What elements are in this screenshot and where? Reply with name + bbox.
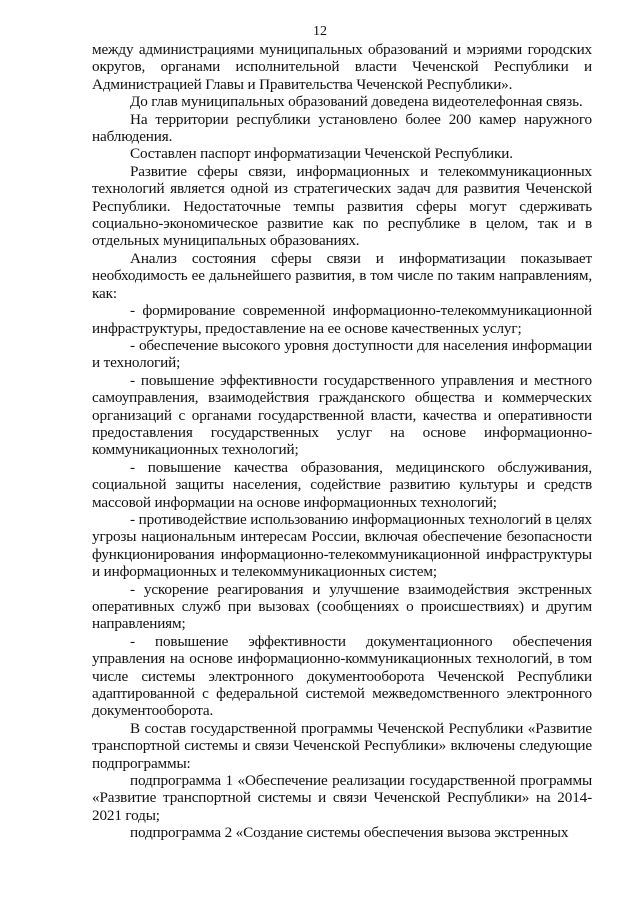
paragraph-subprogram-2: подпрограмма 2 «Создание системы обеспечения вызова экстренных xyxy=(130,824,569,842)
paragraph-development: Развитие сферы связи, информационных и телекоммуникационных технологий является одной из стратегических задач для развития Чеченской Республики. Недостаточные темпы развития сферы могут сдерживать социально-экономическое развитие как по республике в целом, так и в отдельных муниципальных образованиях. xyxy=(92,162,592,250)
document-body xyxy=(92,41,592,842)
paragraph-analysis: Анализ состояния сферы связи и информатизации показывает необходимость ее дальнейшего развития, в том числе по таким направлениям, как: xyxy=(92,249,592,302)
list-item-accessibility: - обеспечение высокого уровня доступности для населения информации и технологий; xyxy=(92,336,592,372)
list-item-emergency: - ускорение реагирования и улучшение взаимодействия экстренных оперативных служб при вызовах (сообщениях о происшествиях) и другим направлениям; xyxy=(92,580,592,633)
paragraph-program-composition: В состав государственной программы Чеченской Республики «Развитие транспортной системы и связи Чеченской Республики» включены следующие подпрограммы: xyxy=(92,719,592,772)
paragraph-continuation: между администрациями муниципальных образований и мэриями городских округов, органами исполнительной власти Чеченской Республики и Администрацией Главы и Правительства Чеченской Республики». xyxy=(92,41,592,93)
paragraph-cameras: На территории республики установлено более 200 камер наружного наблюдения. xyxy=(92,110,592,146)
list-item-infrastructure: - формирование современной информационно-телекоммуникационной инфраструктуры, предоставление на ее основе качественных услуг; xyxy=(92,302,592,337)
page-number: 12 xyxy=(313,24,327,39)
list-item-education: - повышение качества образования, медицинского обслуживания, социальной защиты населения, содействие развитию культуры и средств массовой информации на основе информационных технологий; xyxy=(92,458,592,511)
list-item-document-flow: - повышение эффективности документационного обеспечения управления на основе информационно-коммуникационных технологий, в том числе системы электронного документооборота Чеченской Республики адаптированной с федеральной системой межведомственного электронного документооборота. xyxy=(92,632,592,720)
list-item-security: - противодействие использованию информационных технологий в целях угрозы национальным интересам России, включая обеспечение безопасности функционирования информационно-телекоммуникационной инфраструктуры и информационных и телекоммуникационных систем; xyxy=(92,510,592,581)
paragraph-passport: Составлен паспорт информатизации Чеченской Республики. xyxy=(130,145,513,163)
paragraph-video-phone: До глав муниципальных образований доведена видеотелефонная связь. xyxy=(130,93,583,111)
paragraph-subprogram-1: подпрограмма 1 «Обеспечение реализации государственной программы «Развитие транспортной системы и связи Чеченской Республики» на 2014-2021 годы; xyxy=(92,772,592,824)
list-item-governance: - повышение эффективности государственного управления и местного самоуправления, взаимодействия гражданского общества и коммерческих организаций с органами государственной власти, качества и оперативности предоставления государственных услуг на основе информационно-коммуникационных технологий; xyxy=(92,371,592,459)
